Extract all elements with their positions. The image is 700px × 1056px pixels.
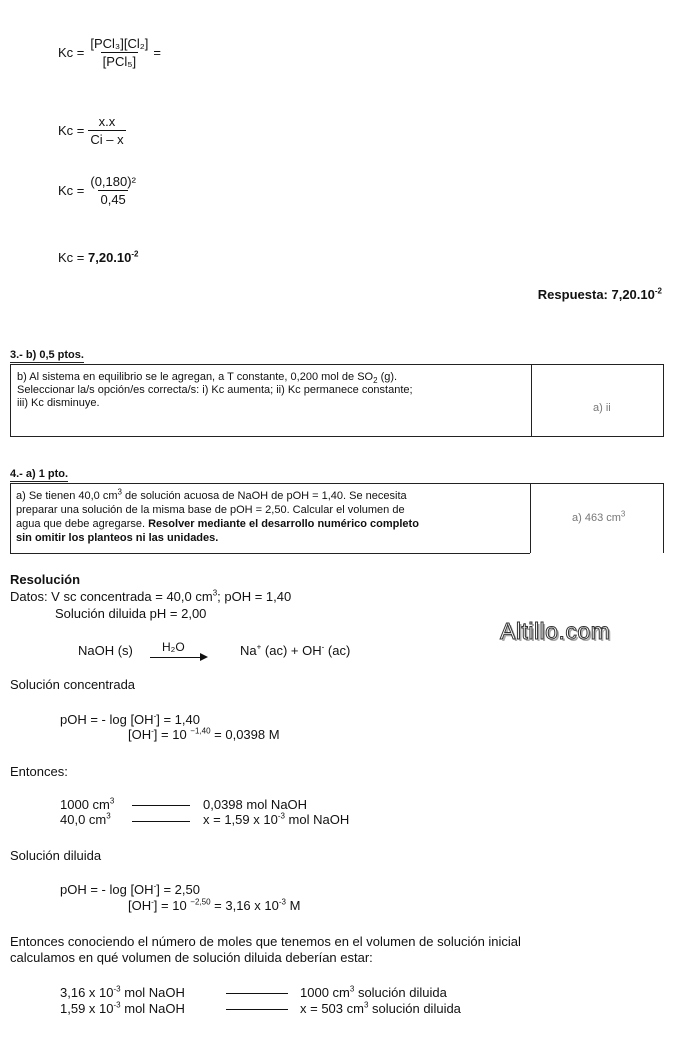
box-left-border xyxy=(10,483,11,553)
kc-label: Kc = xyxy=(58,123,85,138)
reaction-products: Na+ (ac) + OH- (ac) xyxy=(240,642,351,658)
concentrated-title: Solución concentrada xyxy=(10,677,136,692)
oh-line-2: [OH-] = 10 $^{-2,50}$ = 3,16 x $10^{-3}$ M xyxy=(128,897,301,913)
mol-right-1: 1000 $cm^3$ solución diluida xyxy=(300,984,447,1000)
arrow-head-icon xyxy=(200,653,208,661)
then-paragraph: Entonces conociendo el número de moles que tenemos en el volumen de solución inicial calculamos en qué volumen de solución diluida deberían estar: xyxy=(10,934,521,965)
ratio-left-2: 40,0 $cm^3$ xyxy=(60,811,111,827)
numerator: x.x xyxy=(98,114,116,129)
denominator: [PCl₅] xyxy=(102,54,137,69)
column-divider xyxy=(530,483,531,553)
fraction xyxy=(88,36,150,69)
data-line: Datos: V sc concentrada = 40,0 $cm^3$; pOH = 1,40 xyxy=(10,588,292,604)
answer-line: Respuesta: $7,20.10^{-2}$ xyxy=(537,286,662,302)
ratio-dash-1 xyxy=(132,805,190,806)
fraction xyxy=(88,114,125,147)
numerator: [PCl₃][Cl₂] xyxy=(90,36,149,51)
diluted-title: Solución diluida xyxy=(10,848,102,863)
box-bottom-border xyxy=(10,553,530,554)
denominator: Ci – x xyxy=(90,132,124,147)
answer-text: a) ii xyxy=(593,402,611,414)
ratio-dash-4 xyxy=(226,1009,288,1010)
kc-numeric-expression xyxy=(58,174,138,207)
fraction xyxy=(88,174,138,207)
question-text: a) Se tienen 40,0 $cm^3$ de solución acuosa de NaOH de pOH = 1,40. Se necesita preparar una solución de la misma base de pOH = 2,50. Calcular el volumen de agua que debe agregarse. Resolver mediante el desarrollo numérico completo sin omitir los planteos ni las unidades. xyxy=(16,487,419,544)
kc-expression xyxy=(58,36,161,69)
ratio-right-2: x = 1,59 x $10^{-3}$ mol NaOH xyxy=(203,811,350,827)
ratio-left-1: 1000 $cm^3$ xyxy=(60,796,115,812)
kc-xx-expression xyxy=(58,114,126,147)
column-divider xyxy=(531,365,532,436)
ratio-right-1: 0,0398 mol NaOH xyxy=(203,797,308,812)
kc-label: Kc = xyxy=(58,183,85,198)
kc-label: Kc = xyxy=(58,45,85,60)
mol-left-1: 3,16 x $10^{-3}$ mol NaOH xyxy=(60,984,185,1000)
answer-text: a) 463 $cm^3$ xyxy=(572,509,626,524)
ratio-dash-2 xyxy=(132,821,190,822)
question-box-3b xyxy=(10,364,664,437)
reaction-solvent: H₂O xyxy=(162,640,185,654)
section-title-3b: 3.- b) 0,5 ptos. xyxy=(10,349,84,361)
oh-line-1: [OH-] = 10 $^{-1,40}$ = 0,0398 M xyxy=(128,726,280,742)
reaction-reactant: NaOH (s) xyxy=(78,643,133,658)
mol-right-2: x = 503 $cm^3$ solución diluida xyxy=(300,1000,461,1016)
box-top-border xyxy=(10,483,664,484)
equals-sign: = xyxy=(153,45,161,60)
denominator: 0,45 xyxy=(100,192,126,207)
then-label-1: Entonces: xyxy=(10,764,68,779)
reaction-arrow xyxy=(150,657,202,658)
watermark-logo: Altillo.com xyxy=(500,618,611,644)
question-text: b) Al sistema en equilibrio se le agregan, a T constante, 0,200 mol de $SO_2$ (g). Seleccionar la/s opción/es correcta/s: i) Kc aumenta; ii) Kc permanece constante; iii) Kc disminuye. xyxy=(17,371,413,409)
ratio-dash-3 xyxy=(226,993,288,994)
numerator: (0,180)² xyxy=(90,174,136,189)
resolution-title: Resolución xyxy=(10,572,81,587)
mol-left-2: 1,59 x $10^{-3}$ mol NaOH xyxy=(60,1000,185,1016)
section-title-4a: 4.- a) 1 pto. xyxy=(10,468,69,480)
poh-line-2: pOH = - log [OH-] = 2,50 xyxy=(60,881,200,897)
poh-line-1: pOH = - log [OH-] = 1,40 xyxy=(60,711,200,727)
box-right-border xyxy=(663,483,664,553)
data-line-diluted: Solución diluida pH = 2,00 xyxy=(55,606,207,621)
kc-result: $Kc = 7,20.10^{-2}$ xyxy=(58,249,139,265)
